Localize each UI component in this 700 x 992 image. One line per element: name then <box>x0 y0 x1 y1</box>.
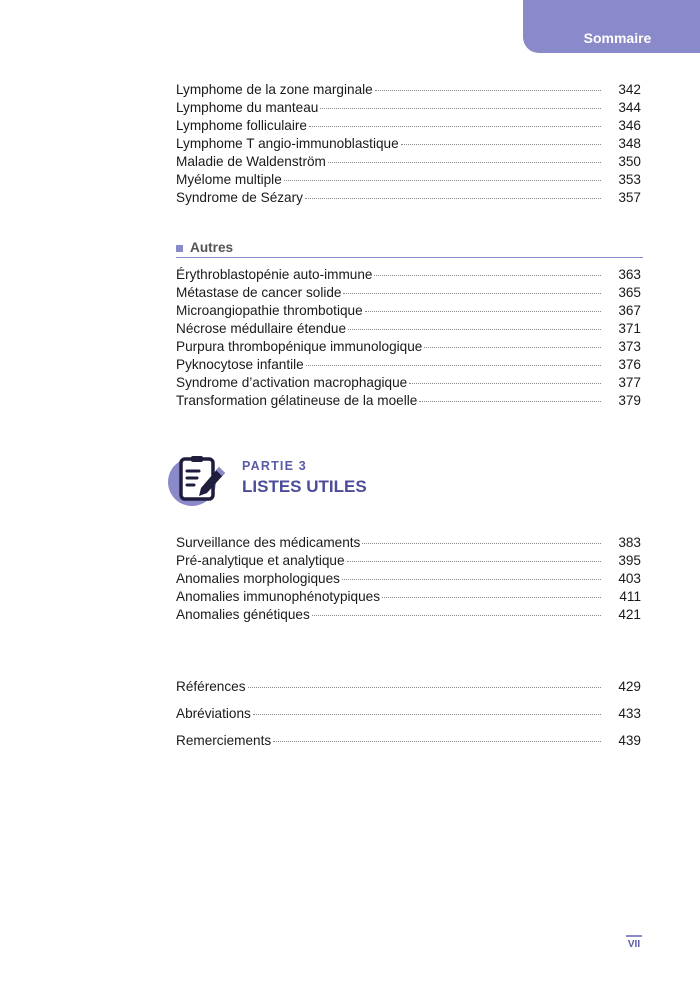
toc-entry-label: Syndrome d’activation macrophagique <box>176 375 408 390</box>
toc-leader <box>419 401 601 402</box>
toc-entry-label: Purpura thrombopénique immunologique <box>176 339 423 354</box>
toc-entry[interactable] <box>176 117 641 135</box>
toc-entry-page: 411 <box>619 589 641 604</box>
toc-entry[interactable] <box>176 266 641 284</box>
toc-entry-page: 376 <box>618 357 641 372</box>
toc-entry[interactable] <box>176 320 641 338</box>
toc-entry-label: Nécrose médullaire étendue <box>176 321 347 336</box>
part-number: PARTIE 3 <box>242 459 307 473</box>
toc-entry[interactable] <box>176 570 641 588</box>
toc-leader <box>343 293 601 294</box>
toc-entry-page: 379 <box>618 393 641 408</box>
toc-entry-label: Myélome multiple <box>176 172 282 187</box>
toc-entry[interactable] <box>176 552 641 570</box>
toc-entry-page: 348 <box>618 136 641 151</box>
toc-entry[interactable] <box>176 81 641 99</box>
toc-leader <box>342 579 601 580</box>
toc-entry[interactable] <box>176 302 641 320</box>
toc-entry-label: Métastase de cancer solide <box>176 285 342 300</box>
toc-entry-label: Abréviations <box>176 706 251 721</box>
toc-leader <box>305 198 601 199</box>
toc-leader <box>401 144 601 145</box>
toc-list-autres <box>176 266 641 410</box>
toc-entry-page: 353 <box>618 172 641 187</box>
toc-leader <box>365 311 601 312</box>
toc-entry-page: 371 <box>618 321 641 336</box>
toc-entry[interactable] <box>176 392 641 410</box>
toc-leader <box>306 365 601 366</box>
toc-leader <box>347 561 601 562</box>
toc-list-top <box>176 81 641 207</box>
toc-entry-page: 383 <box>618 535 641 550</box>
toc-entry-page: 346 <box>618 118 641 133</box>
toc-entry-label: Pyknocytose infantile <box>176 357 304 372</box>
toc-entry[interactable] <box>176 732 641 750</box>
sommaire-tab[interactable] <box>523 0 700 53</box>
page-number: VII <box>626 935 642 950</box>
toc-entry-page: 429 <box>618 679 641 694</box>
toc-entry-label: Maladie de Waldenström <box>176 154 326 169</box>
toc-entry-page: 433 <box>618 706 641 721</box>
toc-entry-page: 365 <box>618 285 641 300</box>
toc-entry[interactable] <box>176 135 641 153</box>
sommaire-tab-label: Sommaire <box>583 29 652 46</box>
section-heading-label: Autres <box>190 239 234 255</box>
toc-leader <box>248 687 601 688</box>
toc-entry-page: 421 <box>618 607 641 622</box>
toc-leader <box>320 108 601 109</box>
toc-entry[interactable] <box>176 99 641 117</box>
toc-entry-page: 342 <box>618 82 641 97</box>
toc-entry-page: 403 <box>618 571 641 586</box>
toc-leader <box>382 597 601 598</box>
toc-entry[interactable] <box>176 338 641 356</box>
toc-entry[interactable] <box>176 678 641 696</box>
toc-entry-label: Lymphome du manteau <box>176 100 319 115</box>
section-heading-autres <box>176 241 643 258</box>
toc-leader <box>362 543 601 544</box>
toc-entry[interactable] <box>176 189 641 207</box>
toc-entry-page: 357 <box>618 190 641 205</box>
toc-entry-page: 377 <box>618 375 641 390</box>
toc-entry[interactable] <box>176 374 641 392</box>
part-title: LISTES UTILES <box>242 477 367 496</box>
toc-entry-label: Microangiopathie thrombotique <box>176 303 363 318</box>
toc-list-back-matter <box>176 678 641 759</box>
toc-entry-label: Anomalies morphologiques <box>176 571 340 586</box>
toc-entry-page: 439 <box>618 733 641 748</box>
toc-entry-label: Syndrome de Sézary <box>176 190 303 205</box>
toc-leader <box>328 162 601 163</box>
toc-entry-label: Remerciements <box>176 733 272 748</box>
toc-entry-page: 395 <box>618 553 641 568</box>
toc-leader <box>348 329 601 330</box>
toc-entry[interactable] <box>176 171 641 189</box>
toc-entry[interactable] <box>176 606 641 624</box>
toc-entry-label: Lymphome T angio-immunoblastique <box>176 136 399 151</box>
toc-entry[interactable] <box>176 284 641 302</box>
toc-entry-label: Anomalies immunophénotypiques <box>176 589 381 604</box>
toc-entry[interactable] <box>176 534 641 552</box>
toc-leader <box>253 714 601 715</box>
toc-leader <box>312 615 601 616</box>
toc-leader <box>424 347 601 348</box>
toc-list-part-3 <box>176 534 641 624</box>
toc-entry-label: Lymphome folliculaire <box>176 118 307 133</box>
square-bullet-icon <box>176 245 183 252</box>
toc-entry-label: Transformation gélatineuse de la moelle <box>176 393 418 408</box>
toc-entry-label: Érythroblastopénie auto-immune <box>176 267 373 282</box>
toc-entry-label: Anomalies génétiques <box>176 607 310 622</box>
toc-leader <box>375 90 601 91</box>
toc-entry-label: Surveillance des médicaments <box>176 535 361 550</box>
toc-entry-label: Références <box>176 679 246 694</box>
toc-entry-page: 344 <box>618 100 641 115</box>
toc-entry-page: 350 <box>618 154 641 169</box>
checklist-pencil-icon <box>167 453 229 507</box>
toc-entry-label: Lymphome de la zone marginale <box>176 82 373 97</box>
toc-leader <box>284 180 601 181</box>
toc-leader <box>273 741 601 742</box>
toc-entry[interactable] <box>176 356 641 374</box>
toc-entry-page: 373 <box>618 339 641 354</box>
toc-entry[interactable] <box>176 153 641 171</box>
toc-entry[interactable] <box>176 588 641 606</box>
toc-leader <box>374 275 601 276</box>
toc-entry-page: 367 <box>618 303 641 318</box>
toc-leader <box>409 383 601 384</box>
toc-entry[interactable] <box>176 705 641 723</box>
toc-leader <box>309 126 601 127</box>
toc-entry-page: 363 <box>618 267 641 282</box>
toc-entry-label: Pré-analytique et analytique <box>176 553 345 568</box>
